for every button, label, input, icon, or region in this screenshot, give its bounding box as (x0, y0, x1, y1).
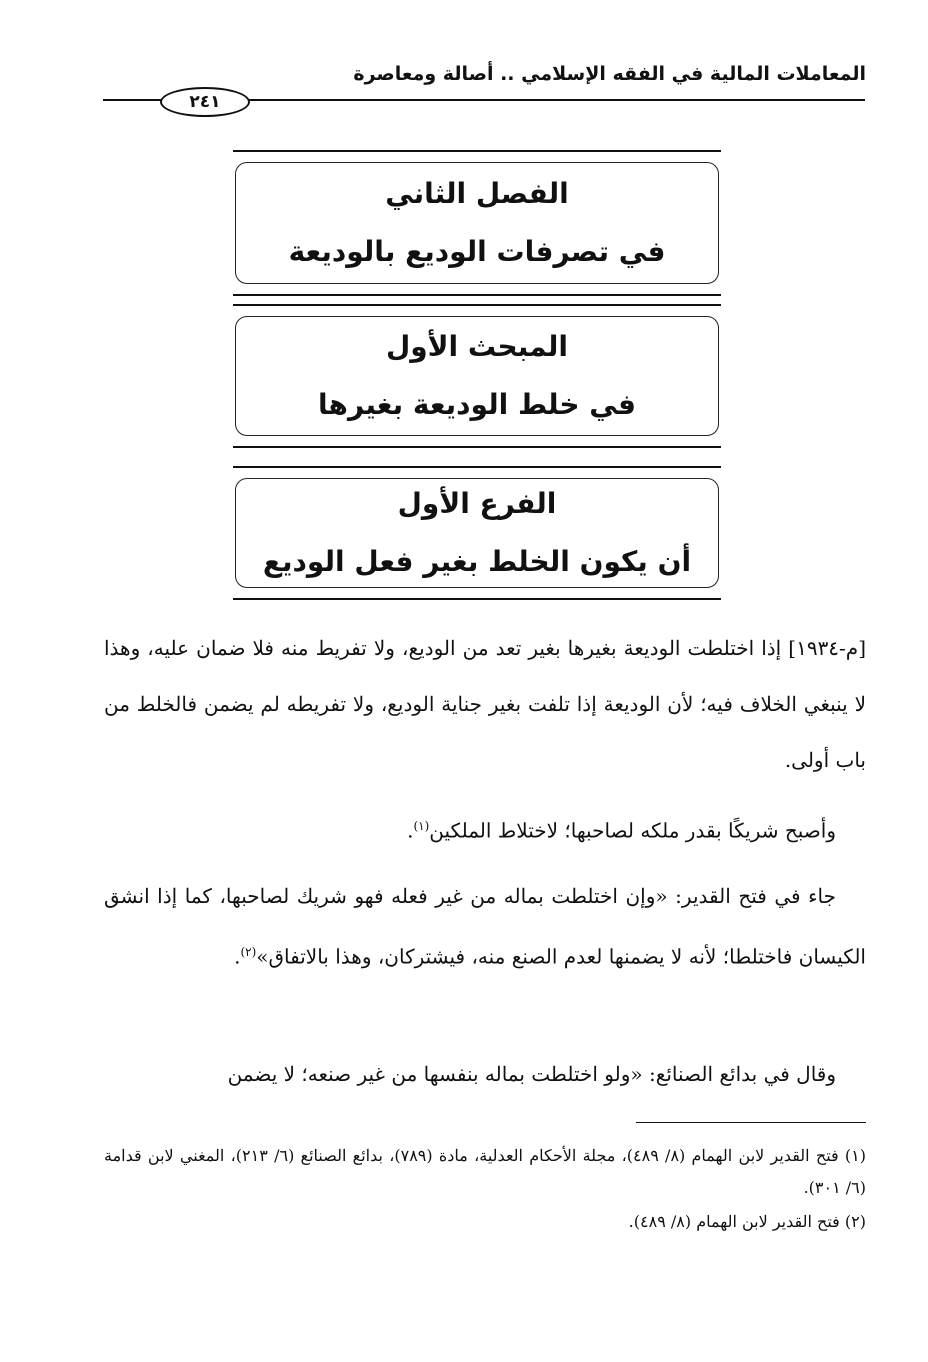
subsection-title-box (233, 466, 721, 600)
footnote-1: (١) فتح القدير لابن الهمام (٨/ ٤٨٩)، مجلة الأحكام العدلية، مادة (٧٨٩)، بدائع الصنائع (٦/ ٢١٣)، المغني لابن قدامة (٦/ ٣٠١). (104, 1146, 867, 1197)
section-subtitle: في خلط الوديعة بغيرها (318, 388, 636, 421)
footnote-2: (٢) فتح القدير لابن الهمام (٨/ ٤٨٩). (628, 1212, 866, 1231)
chapter-title-frame (235, 162, 719, 284)
body-paragraph-2 (104, 798, 866, 859)
chapter-title: الفصل الثاني (385, 177, 569, 210)
subsection-title-frame (235, 478, 719, 588)
paragraph-end: . (234, 944, 241, 969)
paragraph-text: وأصبح شريكًا بقدر ملكه لصاحبها؛ لاختلاط الملكين (429, 818, 836, 843)
page-number: ٢٤١ (160, 87, 250, 117)
section-title: المبحث الأول (385, 330, 569, 363)
section-title-box (233, 304, 721, 448)
chapter-title-box (233, 150, 721, 296)
paragraph-text: جاء في فتح القدير: «وإن اختلطت بماله من غير فعله فهو شريك لصاحبها، كما إذا انشق الكيسان فاختلطا؛ لأنه لا يضمنها لعدم الصنع منه، فيشتركان، وهذا بالاتفاق» (104, 884, 866, 969)
subsection-title: الفرع الأول (397, 487, 557, 520)
body-paragraph-4: وقال في بدائع الصنائع: «ولو اختلطت بماله بنفسها من غير صنعه؛ لا يضمن (227, 1062, 836, 1086)
paragraph-end: . (407, 818, 414, 843)
running-header: المعاملات المالية في الفقه الإسلامي .. أصالة ومعاصرة (353, 63, 866, 85)
footnote-ref-1[interactable]: (١) (413, 819, 430, 833)
footnotes (104, 1140, 866, 1240)
footnote-ref-2[interactable]: (٢) (240, 945, 257, 959)
subsection-subtitle: أن يكون الخلط بغير فعل الوديع (262, 545, 692, 578)
body-paragraph-1: [م-١٩٣٤] إذا اختلطت الوديعة بغيرها بغير تعد من الوديع، ولا تفريط منه فلا ضمان عليه، وهذا لا ينبغي الخلاف فيه؛ لأن الوديعة إذا تلفت بغير جناية الوديع، ولا تفريطه لم يضمن فالخلط من باب أولى. (104, 636, 866, 772)
body-paragraph-3 (104, 868, 866, 985)
chapter-subtitle: في تصرفات الوديع بالوديعة (288, 235, 666, 268)
section-title-frame (235, 316, 719, 436)
footnote-separator (636, 1122, 866, 1123)
